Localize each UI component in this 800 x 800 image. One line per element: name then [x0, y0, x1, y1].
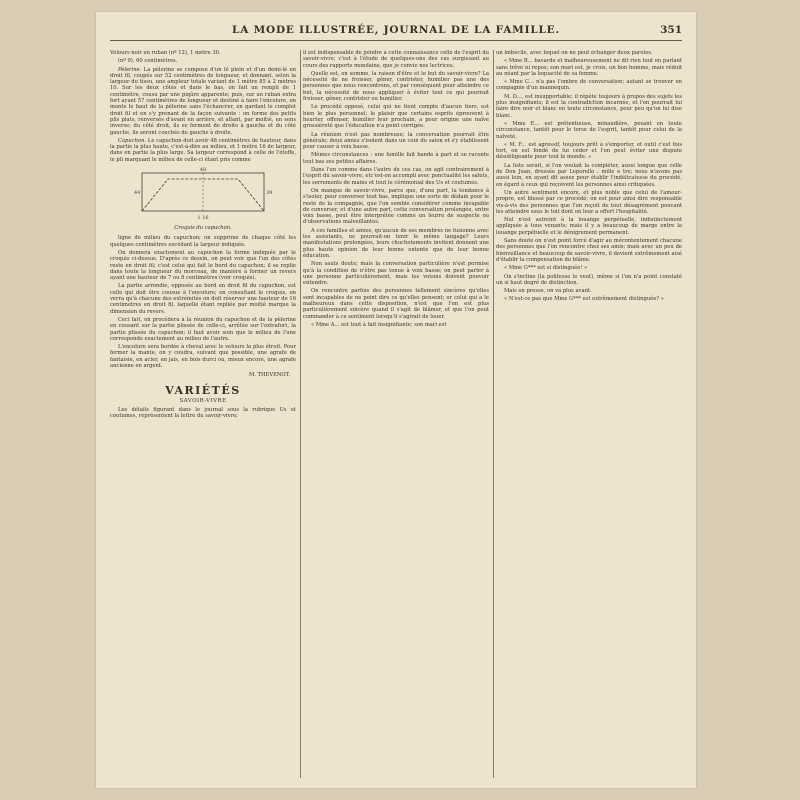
author-signature: M. THEVENOT.: [248, 372, 290, 379]
column-middle: [303, 50, 489, 780]
paragraph: Nul n'est astreint à la louange perpétuelle, indistinctement appliquée à tous venants; mais il y a beaucoup de marge entre la louange perpétuelle et le dénigrement permanent.: [496, 217, 682, 236]
sketch-label-top: 48: [199, 167, 207, 174]
paragraph: On rencontre parfois des personnes tellement sincères qu'elles sont incapables de ne point dire ce qu'elles pensent; or celui qui a le malheureux dans cette disposition, n'est que l'on est plus particulièrement sincère quand il s'agit de blâmer, et que l'on peut commander à ce sentiment lorsqu'il s'agirait de louer.: [303, 288, 489, 320]
paragraph: [110, 67, 296, 136]
hood-sketch: [128, 167, 278, 223]
paragraph: « Mme B... bavarde et malheureusement ne dit rien tout en parlant sans trêve ni repos; son mari est, je crois, un bon homme, mais réduit au néant par la loquacité de sa femme.: [496, 58, 682, 77]
paragraph: Mais on presse, on va plus avant.: [504, 288, 592, 295]
figure-caption: Croquis du capuchon.: [174, 225, 232, 232]
paragraph: Un autre sentiment encore, et plus noble que celui de l'amour-propre, est blessé par ce procédé; on est pour ainsi dire responsable vis-à-vis des personnes que l'on reçoit de tout désagrément pouvant les atteindre sous le toit dont on leur a offert l'hospitalité.: [496, 189, 682, 215]
paragraph: [110, 138, 296, 163]
paragraph: La partie arrondie, opposée au bord en droit fil du capuchon, est celle qui doit être cousue à l'encolure; en consultant le croquis, on verra qu'à chacune des extrémités on doit réserver une hauteur de 16 centimètres en droit fil, laquelle étant repliée par moitié marque la dimension du revers.: [110, 283, 296, 315]
paragraph-text: Le capuchon doit avoir 48 centimètres de hauteur, dans la partie la plus haute, c'est-à-dire au milieu, et 1 mètre 16 de largeur, dans en partie la plus large. Sa largeur correspond à celle de l'étoffe, le pli marquant le milieu de celle-ci étant pris comme: [110, 137, 296, 163]
paragraph-lead: Pèlerine.: [118, 66, 142, 73]
paragraph: On manque de savoir-vivre, parce que, d'une part, la tendance à s'isoler, pour converser tout bas, implique une sorte de dédain pour le reste de la compagnie, que l'on semble considérer comme incapable de converser, et d'une autre part, cette conversation prolongée, entre voix basse, peut être interprétée comme un leurre de suspecte ou d'observations malveillantes.: [303, 187, 489, 226]
paragraph: La réunion n'est pas nombreuse; la conversation pourrait être générale; deux amies s'isolent dans un coin du salon et s'y établissent pour causer à voix basse.: [303, 131, 489, 151]
paragraph: On donnera exactement au capuchon la forme indiquée par le croquis ci-dessus. D'après ce dessin, on peut voir que l'un des côtés reste en droit fil; c'est celui qui fait le bord du capuchon; il se replie dans toute la longueur du morceau, de manière à former un revers ayant une hauteur de 7 ou 8 centimètres (voir croquis).: [110, 249, 296, 282]
paragraph: Le procédé opposé, celui qui ne tient compte d'aucun tiers, est bien le plus personnel; le plaisir que certains esprits éprouvent à heurter, offenser, humilier leur prochain, a pour origine une naïve grossièreté que l'éducation n'a point corrigée.: [303, 104, 489, 130]
paragraph: Dans l'un comme dans l'autre de ces cas, on agit contrairement à l'esprit du savoir-vivre, etc'est-on accompli avec ponctualité les saluts, les serrements de mains et tout le cérémonial des Us et coutumes.: [303, 167, 489, 186]
paragraph: il est indispensable de joindre à cette connaissance celle de l'esprit du savoir-vivre; c'est à l'étude de quelques-uns des cas surgissant au cours des rapports mondains, que je convie nos lectrices.: [303, 50, 489, 69]
hood-sketch-figure: [128, 167, 278, 223]
page-header: [110, 24, 682, 41]
paragraph-lead: Capuchon.: [118, 137, 147, 144]
paragraph: Sans doute on n'est point forcé d'agir au mécontentement chacune des personnes que l'on rencontre chez ses amis; mais avec un peu de bienveillance et beaucoup de savoir-vivre, il devient extrêmement aisé d'établir la compensation du blâme.: [496, 238, 682, 263]
paragraph: La liste serait, si l'on voulait la compléter, aussi longue que celle de Don Juan, dressée par Leporello : mille e tre; nous n'avons pas aussi loin, en ayant dit assez pour établir l'indélicatesse du procédé, en égard à ceux qui reçoivent les personnes ainsi critiquées.: [496, 162, 682, 188]
paragraph: L'encolure sera bordée à cheval avec le velours la plus étroit. Pour fermer la mante, on y coudra, suivant que possible, une agrafe de fantaisie, en acier, en jais, en bois durci ou, mieux encore, une agrafe ancienne en argent.: [110, 344, 296, 369]
paragraph: Mêmes circonstances : une famille fait bande à part et se raconte tout bas ses petites affaires.: [303, 152, 489, 165]
page: [96, 12, 696, 788]
section-title: VARIÉTÉS: [165, 383, 241, 397]
sketch-label-bottom: 1 16: [197, 215, 209, 222]
paragraph: un imbécile, avec lequel on ne peut échanger deux paroles.: [496, 50, 653, 56]
paragraph: Les détails figurant dans le journal sous la rubrique Us et coutumes, représentent la lettre du savoir-vivre;: [110, 406, 296, 420]
paragraph: M. D..., est insupportable; il répète toujours à propos des sujets les plus insignifiants; il est la contradiction incarnée, et l'on pourrait lui faire dire noir et blanc en toute circonstance, pour peu qu'on lui dise blanc.: [496, 93, 682, 119]
paragraph: « Mme E... est prétentieuse, minaudière, posant en toute circonstance, tantôt pour le torse de l'esprit, tantôt pour celui de la naïveté.: [496, 120, 682, 140]
paragraph: Ceci fait, on procédera à la réunion du capuchon et de la pèlerine en cousant sur la partie plissée de celle-ci, arrêtée sur l'extrafort, la partie plissée du capuchon; il faut avoir soin que le milieu de l'une corresponde exactement au milieu de l'autre.: [110, 316, 296, 342]
column-divider: [300, 50, 301, 778]
paragraph: A ces familles et amies, qu'aucun de ses membres ne fusionne avec les assistants, ne pourrait-on tenir le même langage? Leurs manifestations prolongées, leurs chuchotements invitent donnent une plus haute opinion de leur bonne entente que de leur bonne éducation.: [303, 227, 489, 259]
paragraph: (nº 9), 60 centimètres.: [118, 58, 178, 65]
paragraph: Quelle est, en somme, la raison d'être et le but du savoir-vivre? La nécessité de ne froisser, gêner, contrister, humilier pas une des personnes que nous rencontrons, et par conséquent pour atteindre ce but, la nécessité de nous appliquer à éviter tout ce qui pourrait froisser, gêner, contrister ou humilier.: [303, 70, 489, 103]
paragraph: « Mme A... est tout à fait insignifiante; son mari est: [311, 321, 447, 328]
sketch-label-right: 39: [266, 190, 273, 197]
running-title: LA MODE ILLUSTRÉE, JOURNAL DE LA FAMILLE.: [232, 24, 560, 36]
paragraph: ligne de milieu du capuchon; on supprime de chaque côté les quelques centimètres excédant la largeur indiquée.: [110, 235, 296, 248]
paragraph-text: La pèlerine se compose d'un lé plein et d'un demi-lé en droit fil, coupés sur 52 centimètres de longueur, et donnant, selon la largeur du tissu, une ampleur totale variant de 1 mètre 85 à 2 mètres 10. Sur les deux côtés et dans le bas, on fait un rempli de 1 centimètre, cousu par une piqûre apparente; puis, sur un ruban extra fort ayant 57 centimètres de longueur et destiné à faire l'encolure, on monte le haut de la pèlerine sans l'échancrer, en gardant le complet droit fil et en s'y prenant de la façon suivante : on forme des petits plis plats, renversés d'avant en arrière, et allant, par moitié, en sens inverse; du côté droit, ils se ferment de droite à gauche et du côté gauche, ils seront couchés de gauche à droite.: [110, 66, 296, 136]
paragraph: Non sauts doute; mais la conversation particulière n'est permise qu'à la condition de n'être pas tenue à voix basse; on peut parler à une personne particulièrement, mais les voisins doivent pouvoir entendre.: [303, 261, 489, 287]
section-subtitle: SAVOIR-VIVRE: [179, 397, 227, 404]
paragraph: On s'incline (la politesse le veut), même si l'on n'a point constaté un si haut degré de distinction.: [496, 273, 682, 286]
column-right: [496, 50, 682, 780]
paragraph: « Mme G*** est si distinguée! »: [504, 265, 588, 272]
page-number: 351: [660, 24, 682, 36]
sketch-label-left: 44: [134, 190, 141, 197]
paragraph: Velours noir en ruban (nº 12), 1 mètre 30.: [110, 50, 221, 56]
paragraph: « M. F... est agressif, toujours prêt à s'emporter, et outil c'est fois tort, on est fondé de lui céder et l'on peut éviter une dispute désobligeante pour tout le monde. »: [496, 141, 682, 161]
paragraph: « N'est-ce pas que Mme G*** est extrêmement distinguée? »: [504, 296, 664, 303]
paragraph: « Mme C... n'a pas l'ombre de conversation; autant se trouver en compagnie d'un mannequin.: [496, 79, 682, 92]
column-divider: [493, 50, 494, 778]
column-left: [110, 50, 296, 780]
